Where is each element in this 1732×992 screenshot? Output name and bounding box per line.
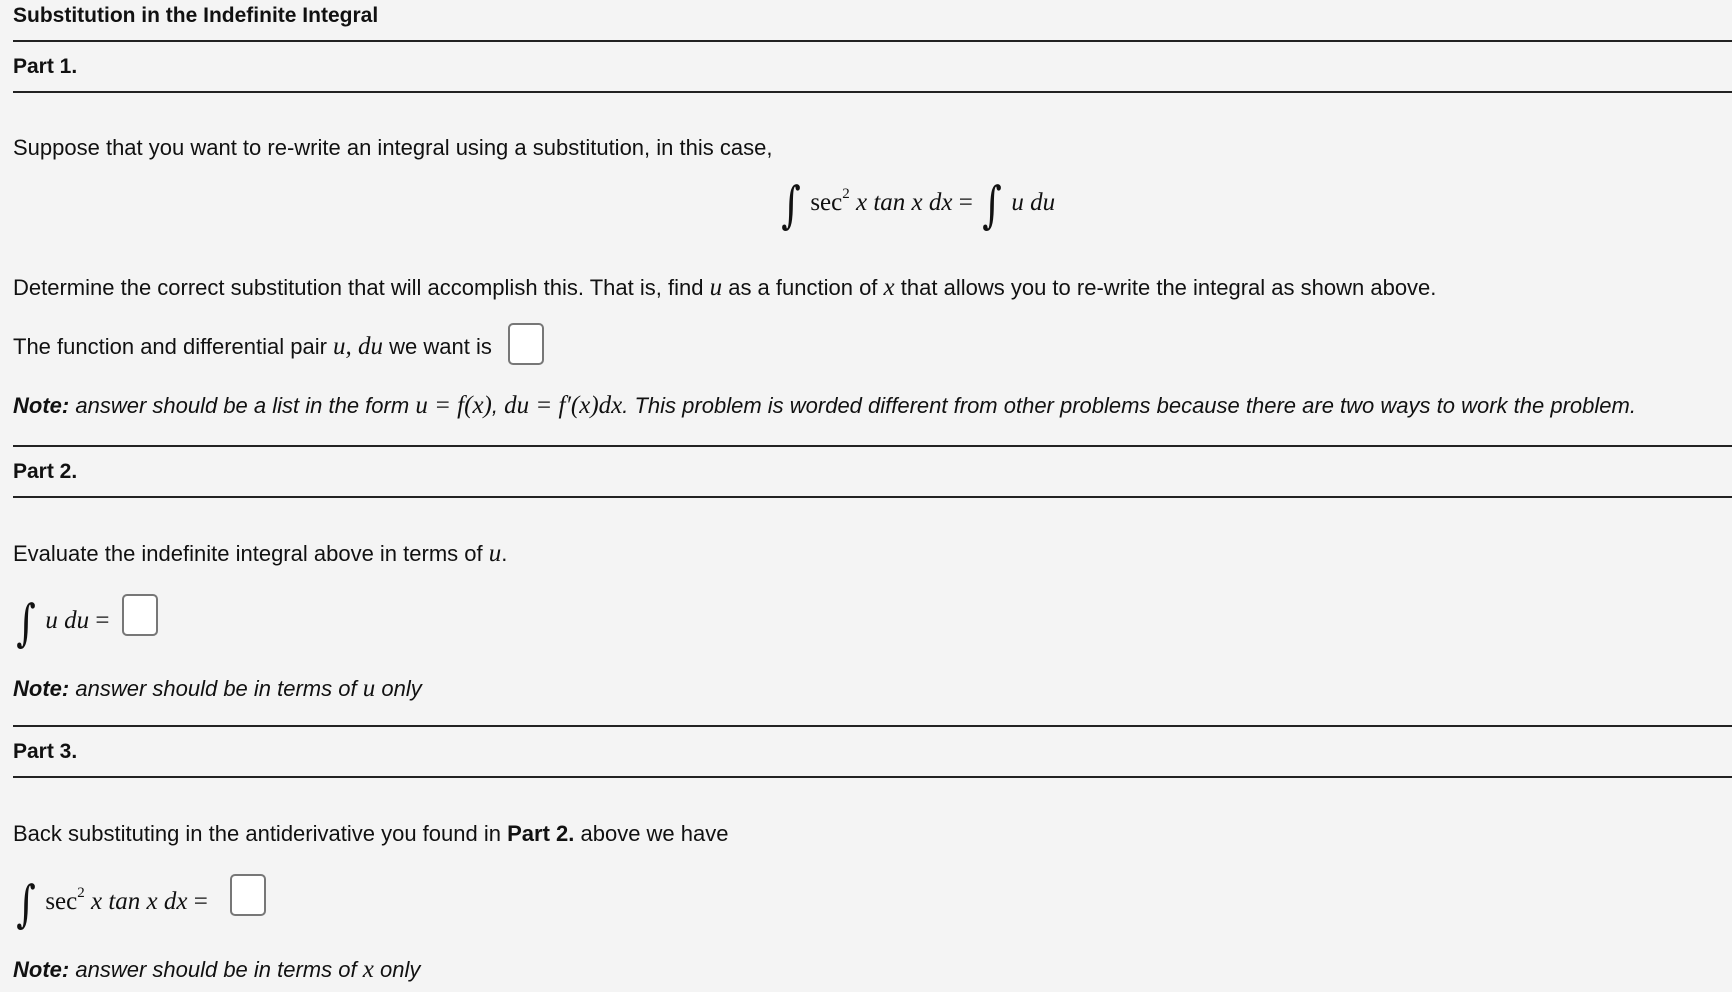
part3-integrand-rest: x tan x dx <box>90 888 188 915</box>
integral-sign-icon: ∫ <box>781 176 801 234</box>
page-title: Substitution in the Indefinite Integral <box>13 4 379 27</box>
part1-intro: Suppose that you want to re-write an integral using a substitution, in this case, <box>13 135 773 160</box>
note-text-a: answer should be in terms of <box>75 957 357 982</box>
part2-heading: Part 2. <box>13 460 78 483</box>
back-text-b: above we have <box>580 821 729 846</box>
back-text-a: Back substituting in the antiderivative you found in <box>13 821 501 846</box>
determine-text-b: as a function of <box>728 275 878 300</box>
part1-heading: Part 1. <box>13 55 78 78</box>
determine-text-a: Determine the correct substitution that will accomplish this. That is, find <box>13 275 704 300</box>
part3-back-line <box>13 821 728 847</box>
note-text-a: answer should be in terms of <box>75 676 357 701</box>
eval-text: Evaluate the indefinite integral above in terms of <box>13 541 483 566</box>
part1-end-divider <box>13 445 1732 447</box>
display-equals: = <box>958 189 973 216</box>
sec-exponent: 2 <box>842 186 850 202</box>
note-label: Note: <box>13 676 70 701</box>
part2-integrand: u du <box>45 607 90 634</box>
part1-note <box>13 392 1636 420</box>
sec-exponent: 2 <box>77 885 85 901</box>
part2-equals: = <box>95 607 110 634</box>
part2-divider <box>13 496 1732 498</box>
note-text-b: only <box>379 957 421 982</box>
part3-equals: = <box>193 888 208 915</box>
part2-end-divider <box>13 725 1732 727</box>
part1-display-equation <box>778 176 1056 234</box>
part2-eval-line <box>13 540 507 568</box>
part1-divider <box>13 91 1732 93</box>
back-bold: Part 2. <box>507 821 575 846</box>
pair-math: u, du <box>333 333 384 360</box>
determine-x: x <box>883 274 895 301</box>
note-u: u <box>362 675 376 702</box>
integral-sign-icon: ∫ <box>16 875 36 933</box>
note-label: Note: <box>13 393 70 418</box>
integral-sign-icon: ∫ <box>982 176 1002 234</box>
note-text-b: . This problem is worded different from other problems because there are two ways to work the problem. <box>622 393 1636 418</box>
part3-note <box>13 956 420 984</box>
part2-integral <box>13 594 110 652</box>
part2-answer-input[interactable] <box>122 594 158 636</box>
note-text-b: only <box>381 676 422 701</box>
part1-pair-line <box>13 333 492 361</box>
part3-divider <box>13 776 1732 778</box>
eval-u: u <box>488 540 502 567</box>
note-text-a: answer should be a list in the form <box>75 393 410 418</box>
part3-integral <box>13 875 208 933</box>
determine-text-c: that allows you to re-write the integral as shown above. <box>900 275 1437 300</box>
part3-heading: Part 3. <box>13 740 78 763</box>
part1-determine-line <box>13 274 1436 302</box>
eval-dot: . <box>501 541 508 566</box>
sec-function: sec <box>45 888 78 915</box>
part3-answer-input[interactable] <box>230 874 266 916</box>
pair-text-b: we want is <box>389 334 492 359</box>
note-x: x <box>362 956 374 983</box>
note-label: Note: <box>13 957 70 982</box>
title-divider <box>13 40 1732 42</box>
pair-text-a: The function and differential pair <box>13 334 327 359</box>
display-lhs-rest: x tan x dx <box>855 189 953 216</box>
note-comma: , <box>491 393 498 418</box>
note-math-1: u = f(x) <box>415 392 492 419</box>
integral-sign-icon: ∫ <box>16 594 36 652</box>
note-math-2: du = f′(x)dx <box>504 392 623 419</box>
display-rhs: u du <box>1011 189 1056 216</box>
sec-function: sec <box>810 189 843 216</box>
part1-answer-input[interactable] <box>508 323 544 365</box>
part2-note <box>13 675 422 703</box>
determine-u: u <box>709 274 723 301</box>
